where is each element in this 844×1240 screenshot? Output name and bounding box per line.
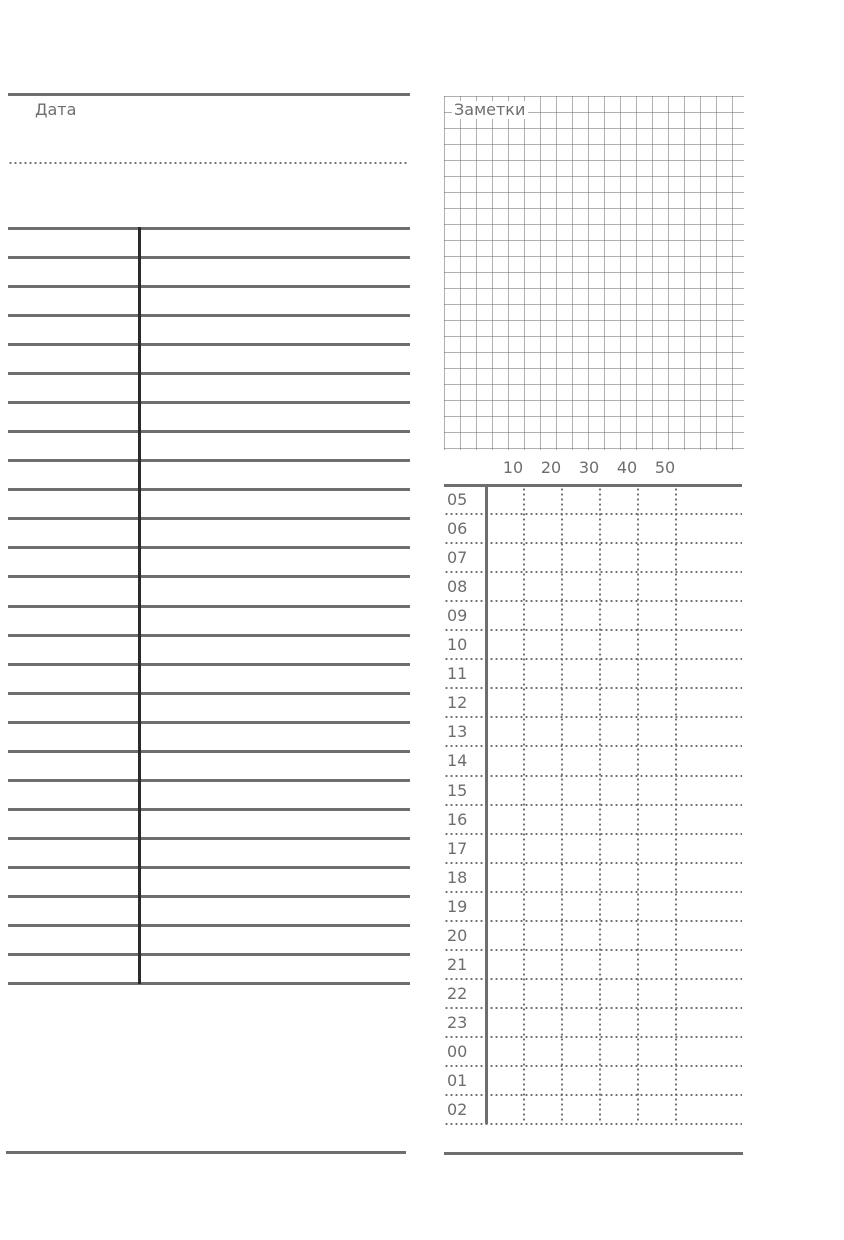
task-row[interactable]	[8, 259, 410, 285]
left-bottom-rule	[6, 1151, 406, 1154]
timeline-row[interactable]	[488, 603, 742, 628]
timeline-row-line	[444, 1065, 742, 1067]
hour-label: 02	[447, 1100, 468, 1119]
task-row[interactable]	[8, 724, 410, 750]
timeline-row[interactable]	[488, 1097, 742, 1122]
timeline-row-line	[444, 1094, 742, 1096]
timeline-row[interactable]	[488, 865, 742, 890]
task-row[interactable]	[8, 578, 410, 605]
hour-label: 23	[447, 1013, 468, 1032]
task-row[interactable]	[8, 869, 410, 895]
timeline-row[interactable]	[488, 574, 742, 599]
minute-column-divider	[561, 487, 563, 1123]
hour-label: 15	[447, 781, 468, 800]
minute-mark: 20	[540, 458, 562, 477]
timeline-row-line	[444, 571, 742, 573]
timeline-row-line	[444, 542, 742, 544]
timeline-row[interactable]	[488, 690, 742, 715]
timeline-row-line	[444, 978, 742, 980]
timeline-row[interactable]	[488, 1039, 742, 1064]
timeline-row[interactable]	[488, 778, 742, 803]
task-row[interactable]	[8, 898, 410, 924]
task-row[interactable]	[8, 608, 410, 634]
task-row[interactable]	[8, 811, 410, 837]
task-row[interactable]	[8, 230, 410, 256]
hour-label: 08	[447, 577, 468, 596]
hour-label: 11	[447, 664, 468, 683]
hour-label: 13	[447, 722, 468, 741]
timeline-row-line	[444, 920, 742, 922]
timeline-row-line	[444, 658, 742, 660]
hour-label: 01	[447, 1071, 468, 1090]
timeline-row-line	[444, 833, 742, 835]
minute-mark: 30	[578, 458, 600, 477]
timeline-row[interactable]	[488, 1068, 742, 1093]
hour-label: 09	[447, 606, 468, 625]
minute-column-divider	[523, 487, 525, 1123]
minute-column-divider	[637, 487, 639, 1123]
timeline-row-line	[444, 745, 742, 747]
date-label: Дата	[35, 100, 77, 119]
timeline-row[interactable]	[488, 487, 742, 512]
task-row[interactable]	[8, 782, 410, 808]
hour-label: 22	[447, 984, 468, 1003]
task-row[interactable]	[8, 433, 410, 459]
hour-label: 18	[447, 868, 468, 887]
hour-label: 05	[447, 490, 468, 509]
task-row[interactable]	[8, 491, 410, 517]
minute-mark: 10	[502, 458, 524, 477]
hour-label: 16	[447, 810, 468, 829]
timeline-row[interactable]	[488, 719, 742, 744]
minute-mark: 40	[616, 458, 638, 477]
timeline-row-line	[444, 891, 742, 893]
timeline-row[interactable]	[488, 748, 742, 773]
task-row[interactable]	[8, 840, 410, 866]
timeline-row-line	[444, 687, 742, 689]
task-row[interactable]	[8, 404, 410, 430]
task-row[interactable]	[8, 462, 410, 488]
timeline-row-line	[444, 600, 742, 602]
timeline-row[interactable]	[488, 952, 742, 977]
minute-column-divider	[675, 487, 677, 1123]
minute-mark: 50	[654, 458, 676, 477]
notes-grid[interactable]	[444, 96, 744, 450]
task-row[interactable]	[8, 666, 410, 692]
hour-label: 19	[447, 897, 468, 916]
timeline-row-line	[444, 716, 742, 718]
hour-label: 10	[447, 635, 468, 654]
timeline-row[interactable]	[488, 661, 742, 686]
task-row[interactable]	[8, 520, 410, 546]
date-dotted-line	[8, 162, 408, 164]
timeline-row-line	[444, 804, 742, 806]
task-row[interactable]	[8, 927, 410, 953]
timeline-row-line	[444, 1036, 742, 1038]
task-row[interactable]	[8, 695, 410, 721]
timeline-row-line	[444, 513, 742, 515]
hour-label: 20	[447, 926, 468, 945]
task-row[interactable]	[8, 317, 410, 343]
timeline-row-line	[444, 1007, 742, 1009]
timeline-row[interactable]	[488, 516, 742, 541]
task-row-line	[8, 982, 410, 985]
timeline-row-line	[444, 1123, 742, 1125]
hour-label: 21	[447, 955, 468, 974]
timeline-row[interactable]	[488, 545, 742, 570]
hour-label: 12	[447, 693, 468, 712]
task-row[interactable]	[8, 549, 410, 575]
right-bottom-rule	[444, 1152, 743, 1155]
timeline-row-line	[444, 949, 742, 951]
timeline-row-line	[444, 862, 742, 864]
task-row[interactable]	[8, 956, 410, 982]
hour-label: 00	[447, 1042, 468, 1061]
timeline-row[interactable]	[488, 1010, 742, 1035]
task-row[interactable]	[8, 637, 410, 663]
hour-label: 06	[447, 519, 468, 538]
notes-label: Заметки	[452, 101, 528, 119]
timeline-row-line	[444, 629, 742, 631]
task-column-divider	[138, 227, 141, 984]
date-top-rule	[8, 93, 410, 96]
timeline-row[interactable]	[488, 923, 742, 948]
hour-column-divider	[485, 484, 488, 1124]
timeline-row-line	[444, 775, 742, 777]
task-row[interactable]	[8, 753, 410, 779]
hour-label: 14	[447, 751, 468, 770]
task-row[interactable]	[8, 375, 410, 401]
task-row[interactable]	[8, 288, 410, 314]
hour-label: 07	[447, 548, 468, 567]
timeline-row[interactable]	[488, 807, 742, 832]
timeline-row[interactable]	[488, 981, 742, 1006]
timeline-row[interactable]	[488, 632, 742, 657]
timeline-row[interactable]	[488, 894, 742, 919]
hour-label: 17	[447, 839, 468, 858]
task-row[interactable]	[8, 346, 410, 372]
minute-column-divider	[599, 487, 601, 1123]
timeline-row[interactable]	[488, 836, 742, 861]
